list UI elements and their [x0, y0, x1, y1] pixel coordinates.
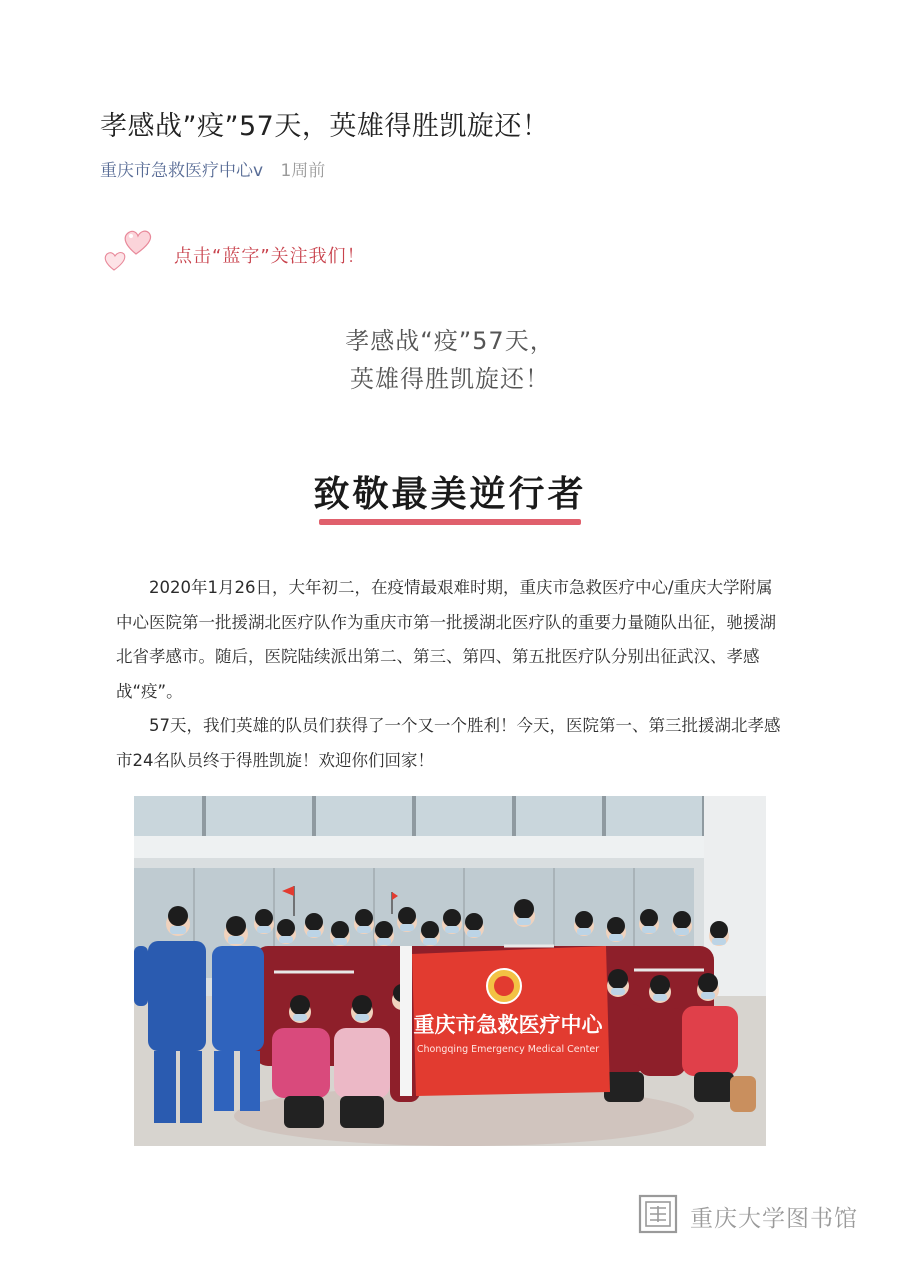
library-logo-icon: [638, 1194, 678, 1234]
publish-time: 1周前: [280, 161, 326, 181]
library-watermark: [638, 1194, 878, 1234]
paragraph-1: 2020年1月26日，大年初二，在疫情最艰难时期，重庆市急救医疗中心/重庆大学附属中心医院第一批援湖北医疗队作为重庆市第一批援湖北医疗队的重要力量随队出征，驰援湖北省孝感市。随后，医院陆续派出第二、第三、第四、第五批医疗队分别出征武汉、孝感战“疫”。: [116, 578, 776, 701]
account-name-link[interactable]: 重庆市急救医疗中心v: [100, 161, 264, 181]
follow-text: 点击“蓝字”关注我们！: [174, 246, 366, 267]
banner-subtitle: Chongqing Emergency Medical Center: [416, 1044, 600, 1055]
article-meta: [100, 156, 325, 181]
article-title: 孝感战”疫”57天，英雄得胜凯旋还！: [100, 111, 550, 142]
subtitle: [0, 322, 900, 398]
paragraph-2: 57天，我们英雄的队员们获得了一个又一个胜利！今天，医院第一、第三批援湖北孝感市24名队员终于得胜凯旋！欢迎你们回家！: [116, 716, 781, 770]
section-heading: 致敬最美逆行者: [313, 474, 587, 515]
article-body: [116, 571, 788, 778]
banner-title: 重庆市急救医疗中心: [413, 1013, 603, 1037]
subtitle-line-2: 英雄得胜凯旋还！: [350, 365, 550, 393]
hearts-icon: [100, 226, 160, 276]
subtitle-line-1: 孝感战“疫”57天，: [345, 327, 555, 355]
heading-underline: [319, 519, 581, 525]
group-photo: [134, 796, 766, 1146]
watermark-text: 重庆大学图书馆: [690, 1206, 858, 1232]
group-photo-illustration: [134, 796, 766, 1146]
follow-banner[interactable]: [100, 226, 500, 276]
